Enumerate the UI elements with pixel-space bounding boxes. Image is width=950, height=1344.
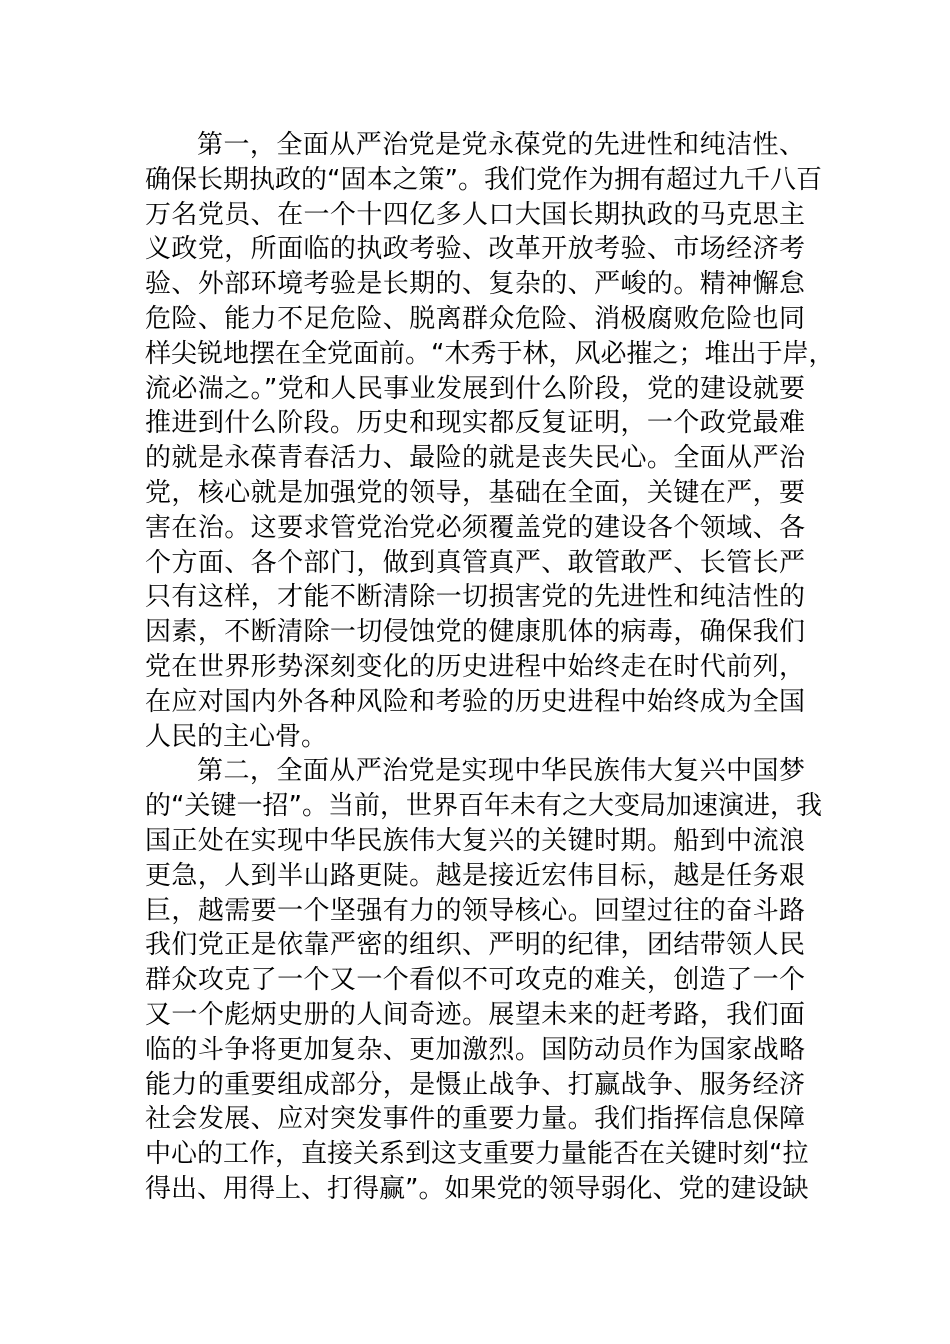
text-line: 的“关键一招”。当前，世界百年未有之大变局加速演进，我 xyxy=(145,791,822,822)
text-line: 群众攻克了一个又一个看似不可攻克的难关，创造了一个 xyxy=(145,965,805,996)
text-line: 第一，全面从严治党是党永葆党的先进性和纯洁性、 xyxy=(197,130,805,160)
text-line: 巨，越需要一个坚强有力的领导核心。回望过往的奋斗路 xyxy=(145,895,805,926)
text-line: 样尖锐地摆在全党面前。“木秀于林，风必摧之；堆出于岸， xyxy=(145,338,835,369)
text-line: 社会发展、应对突发事件的重要力量。我们指挥信息保障 xyxy=(145,1104,805,1135)
text-line: 第二，全面从严治党是实现中华民族伟大复兴中国梦 xyxy=(197,756,805,787)
text-line: 能力的重要组成部分，是慑止战争、打赢战争、服务经济 xyxy=(145,1069,805,1100)
text-line: 确保长期执政的“固本之策”。我们党作为拥有超过九千八百 xyxy=(145,164,822,195)
text-line: 我们党正是依靠严密的组织、严明的纪律，团结带领人民 xyxy=(145,930,805,961)
text-line: 因素，不断清除一切侵蚀党的健康肌体的病毒，确保我们 xyxy=(145,617,805,648)
text-line: 的就是永葆青春活力、最险的就是丧失民心。全面从严治 xyxy=(145,443,805,474)
text-line: 危险、能力不足危险、脱离群众危险、消极腐败危险也同 xyxy=(145,303,805,334)
text-line: 流必湍之。”党和人民事业发展到什么阶段，党的建设就要 xyxy=(145,373,805,404)
text-line: 害在治。这要求管党治党必须覆盖党的建设各个领域、各 xyxy=(145,512,805,543)
text-line: 推进到什么阶段。历史和现实都反复证明，一个政党最难 xyxy=(145,408,805,439)
text-line: 中心的工作，直接关系到这支重要力量能否在关键时刻“拉 xyxy=(145,1139,809,1170)
text-line: 又一个彪炳史册的人间奇迹。展望未来的赶考路，我们面 xyxy=(145,999,805,1030)
text-line: 验、外部环境考验是长期的、复杂的、严峻的。精神懈怠 xyxy=(145,269,805,300)
text-line: 党在世界形势深刻变化的历史进程中始终走在时代前列， xyxy=(145,651,805,682)
text-line: 党，核心就是加强党的领导，基础在全面，关键在严，要 xyxy=(145,477,805,508)
paragraph-2 xyxy=(145,754,822,1206)
text-line: 万名党员、在一个十四亿多人口大国长期执政的马克思主 xyxy=(145,199,805,230)
text-line: 国正处在实现中华民族伟大复兴的关键时期。船到中流浪 xyxy=(145,825,805,856)
text-line: 义政党，所面临的执政考验、改革开放考验、市场经济考 xyxy=(145,234,805,265)
paragraph-1 xyxy=(145,128,835,754)
text-line: 临的斗争将更加复杂、更加激烈。国防动员作为国家战略 xyxy=(145,1034,805,1065)
text-line: 更急，人到半山路更陡。越是接近宏伟目标，越是任务艰 xyxy=(145,860,805,891)
text-line: 人民的主心骨。 xyxy=(145,721,328,752)
text-line: 得出、用得上、打得赢”。如果党的领导弱化、党的建设缺 xyxy=(145,1173,809,1204)
text-line: 在应对国内外各种风险和考验的历史进程中始终成为全国 xyxy=(145,686,805,717)
body-text xyxy=(145,128,835,1207)
text-line: 只有这样，才能不断清除一切损害党的先进性和纯洁性的 xyxy=(145,582,805,613)
text-line: 个方面、各个部门，做到真管真严、敢管敢严、长管长严 xyxy=(145,547,805,578)
